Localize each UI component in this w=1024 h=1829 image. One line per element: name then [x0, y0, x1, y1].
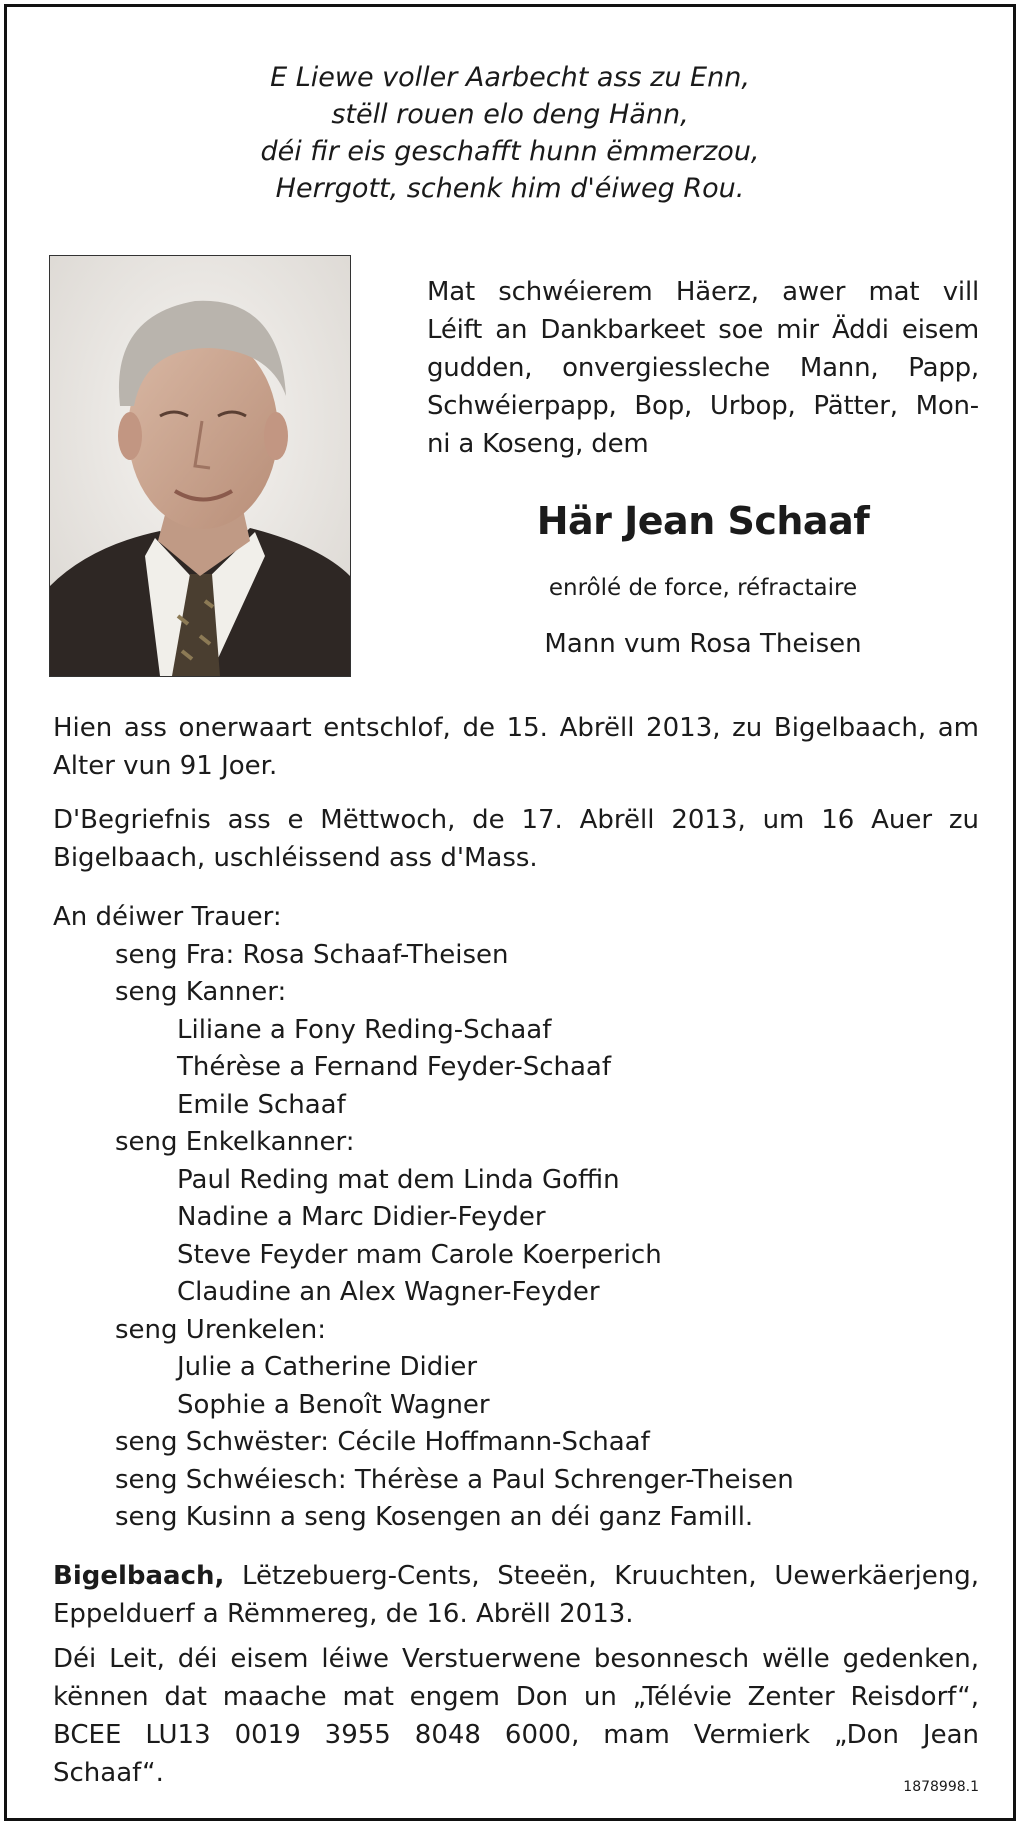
intro-line: ni a Koseng, dem [427, 429, 649, 459]
deceased-subtitle: enrôlé de force, réfractaire [548, 575, 858, 601]
place-rest: Lëtzebuerg-Cents, Steeën, Kruuchten, Uewerkäerjeng, [224, 1561, 979, 1591]
mourner-entry: Julie a Catherine Didier [177, 1352, 478, 1382]
donation-text [53, 1640, 979, 1792]
mourner-items [53, 937, 794, 1537]
mourner-entry: Sophie a Benoît Wagner [177, 1389, 490, 1420]
donation-line: BCEE LU13 0019 3955 8048 6000, mam Vermierk „Don Jean [53, 1720, 979, 1750]
intro-line: Mat schwéierem Häerz, awer mat vill [427, 277, 979, 307]
poem-line: stëll rouen elo deng Hänn, [331, 99, 689, 130]
funeral-announcement [53, 801, 979, 877]
mourner-entry: Claudine an Alex Wagner-Feyder [177, 1277, 600, 1307]
death-line: Alter vun 91 Joer. [53, 751, 278, 781]
place-line [53, 1557, 979, 1595]
place-line: Eppelduerf a Rëmmereg, de 16. Abrëll 2013. [53, 1599, 634, 1629]
portrait-photo [49, 255, 351, 677]
poem-line: Herrgott, schenk him d'éiweg Rou. [275, 173, 745, 204]
poem-line: E Liewe voller Aarbecht ass zu Enn, [270, 62, 750, 93]
mourner-entry: seng Urenkelen: [115, 1314, 326, 1345]
death-announcement [53, 709, 979, 785]
deceased-name: Här Jean Schaaf [536, 499, 870, 543]
death-line: Hien ass onerwaart entschlof, de 15. Abrëll 2013, zu Bigelbaach, am [53, 713, 979, 743]
mourner-entry: seng Schwëster: Cécile Hoffmann-Schaaf [115, 1427, 650, 1457]
place-date [53, 1557, 979, 1633]
funeral-line: D'Begriefnis ass e Mëttwoch, de 17. Abrëll 2013, um 16 Auer zu [53, 805, 979, 835]
mourner-entry: Liliane a Fony Reding-Schaaf [177, 1014, 552, 1045]
mourner-entry: Steve Feyder mam Carole Koerperich [177, 1239, 662, 1270]
mourner-entry: seng Kusinn a seng Kosengen an déi ganz Famill. [115, 1502, 754, 1532]
mourner-entry: Nadine a Marc Didier-Feyder [177, 1202, 546, 1232]
intro-line: gudden, onvergiessleche Mann, Papp, [427, 353, 979, 383]
funeral-line: Bigelbaach, uschléissend ass d'Mass. [53, 843, 538, 873]
obituary-notice [4, 4, 1016, 1821]
mourner-entry: Paul Reding mat dem Linda Goffin [177, 1164, 620, 1195]
intro-text [427, 273, 979, 463]
poem [7, 59, 1013, 207]
donation-line: Déi Leit, déi eisem léiwe Verstuerwene besonnesch wëlle gedenken, [53, 1644, 979, 1674]
mourner-entry: seng Fra: Rosa Schaaf-Theisen [115, 939, 509, 970]
mourners-heading: An déiwer Trauer: [53, 902, 282, 932]
poem-line: déi fir eis geschafft hunn ëmmerzou, [260, 136, 760, 167]
mourner-entry: seng Kanner: [115, 977, 287, 1007]
mourner-entry: Emile Schaaf [177, 1089, 346, 1120]
mourner-entry: Thérèse a Fernand Feyder-Schaaf [177, 1052, 612, 1082]
donation-line: kënnen dat maache mat engem Don un „Télévie Zenter Reisdorf“, [53, 1682, 979, 1712]
donation-line: Schaaf“. [53, 1758, 164, 1788]
mourner-entry: seng Schwéiesch: Thérèse a Paul Schrenger-Theisen [115, 1464, 794, 1495]
spouse-line: Mann vum Rosa Theisen [544, 629, 862, 659]
place-name: Bigelbaach, [53, 1561, 225, 1591]
mourner-entry: seng Enkelkanner: [115, 1127, 355, 1157]
mourners-list [53, 899, 794, 1537]
intro-line: Léift an Dankbarkeet soe mir Äddi eisem [427, 315, 979, 345]
intro-line: Schwéierpapp, Bop, Urbop, Pätter, Mon- [427, 391, 979, 421]
reference-number: 1878998.1 [903, 1779, 979, 1795]
